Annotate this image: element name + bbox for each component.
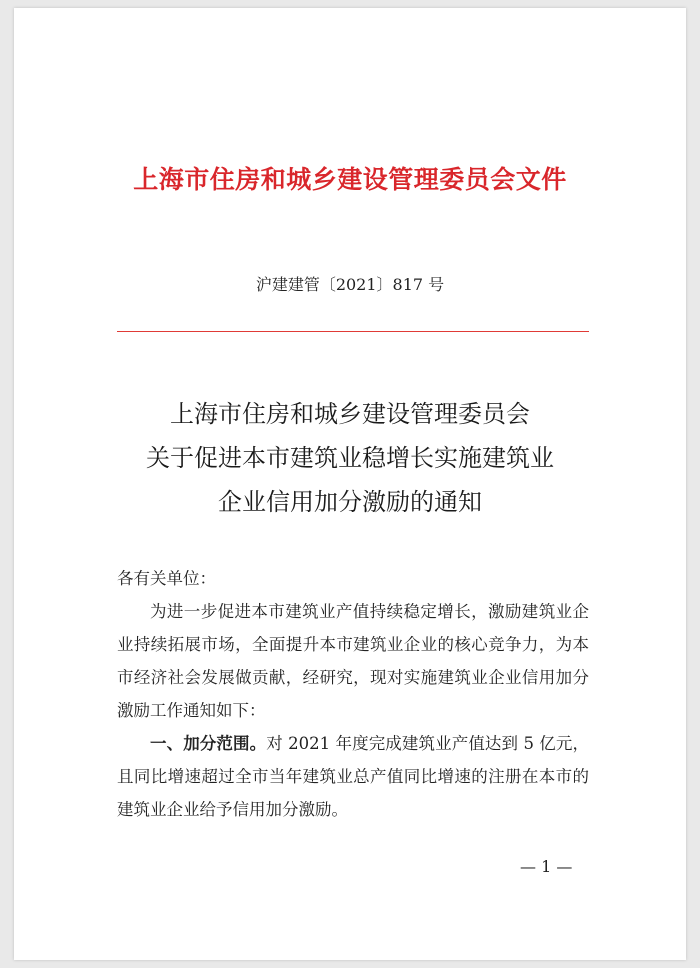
- title-line-3: 企业信用加分激励的通知: [218, 488, 482, 516]
- document-header: 上海市住房和城乡建设管理委员会文件: [133, 165, 567, 194]
- title-line-1: 上海市住房和城乡建设管理委员会: [170, 400, 530, 428]
- page-number: — 1 —: [520, 857, 573, 876]
- intro-paragraph: 为进一步促进本市建筑业产值持续稳定增长，激励建筑业企业持续拓展市场，全面提升本市建筑业企业的核心竞争力，为本市经济社会发展做贡献，经研究，现对实施建筑业企业信用加分激励工作通知如下：: [117, 602, 589, 720]
- document-body: [117, 562, 589, 826]
- document-number: 沪建建管〔2021〕817 号: [255, 275, 445, 294]
- section-1-heading: 一、加分范围。: [150, 734, 267, 753]
- header-divider: [117, 331, 589, 332]
- document-title: [0, 392, 700, 524]
- section-1-text: 对 2021 年度完成建筑业产值达到 5 亿元，且同比增速超过全市当年建筑业总产值同比增速的注册在本市的建筑业企业给予信用加分激励。: [117, 734, 590, 819]
- section-1-paragraph: [117, 727, 589, 826]
- salutation: 各有关单位：: [117, 569, 216, 588]
- title-line-2: 关于促进本市建筑业稳增长实施建筑业: [146, 444, 554, 472]
